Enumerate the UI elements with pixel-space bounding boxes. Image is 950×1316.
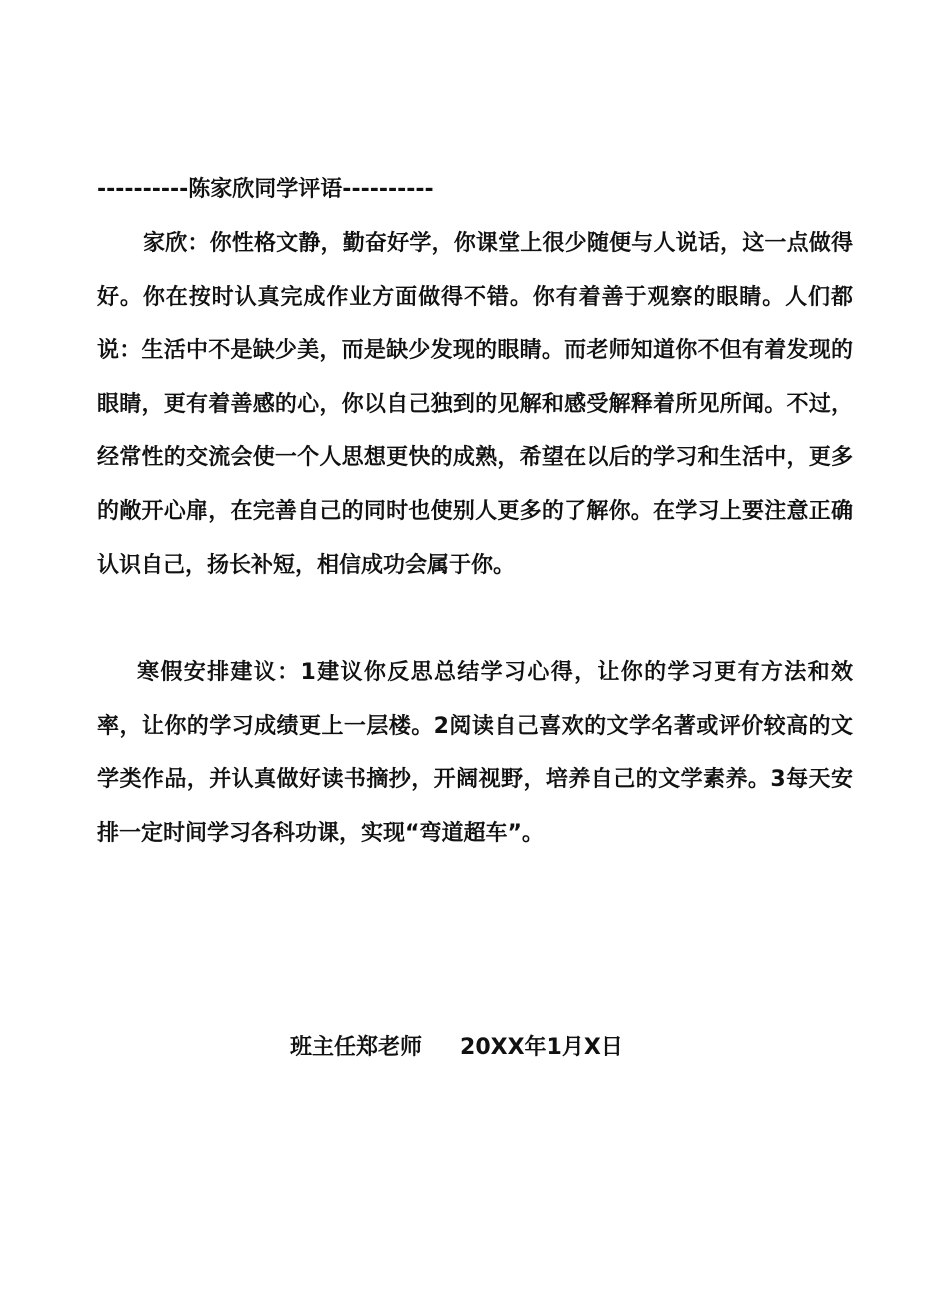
comment-heading: ----------陈家欣同学评语---------- [97,177,434,202]
holiday-advice-paragraph: 寒假安排建议：1建议你反思总结学习心得，让你的学习更有方法和效率，让你的学习成绩更上一层楼。2阅读自己喜欢的文学名著或评价较高的文学类作品，并认真做好读书摘抄，开阔视野，培养自己的文学素养。3每天安排一定时间学习各科功课，实现“弯道超车”。 [97,660,853,846]
signer-name: 班主任郑老师 [290,1035,423,1060]
signature-date: 20XX年1月X日 [460,1035,623,1060]
signature-line [290,1030,623,1066]
comment-paragraph: 家欣：你性格文静，勤奋好学，你课堂上很少随便与人说话，这一点做得好。你在按时认真完成作业方面做得不错。你有着善于观察的眼睛。人们都说：生活中不是缺少美，而是缺少发现的眼睛。而老师知道你不但有着发现的眼睛，更有着善感的心，你以自己独到的见解和感受解释着所见所闻。不过，经常性的交流会使一个人思想更快的成熟，希望在以后的学习和生活中，更多的敞开心扉，在完善自己的同时也使别人更多的了解你。在学习上要注意正确认识自己，扬长补短，相信成功会属于你。 [97,231,853,578]
